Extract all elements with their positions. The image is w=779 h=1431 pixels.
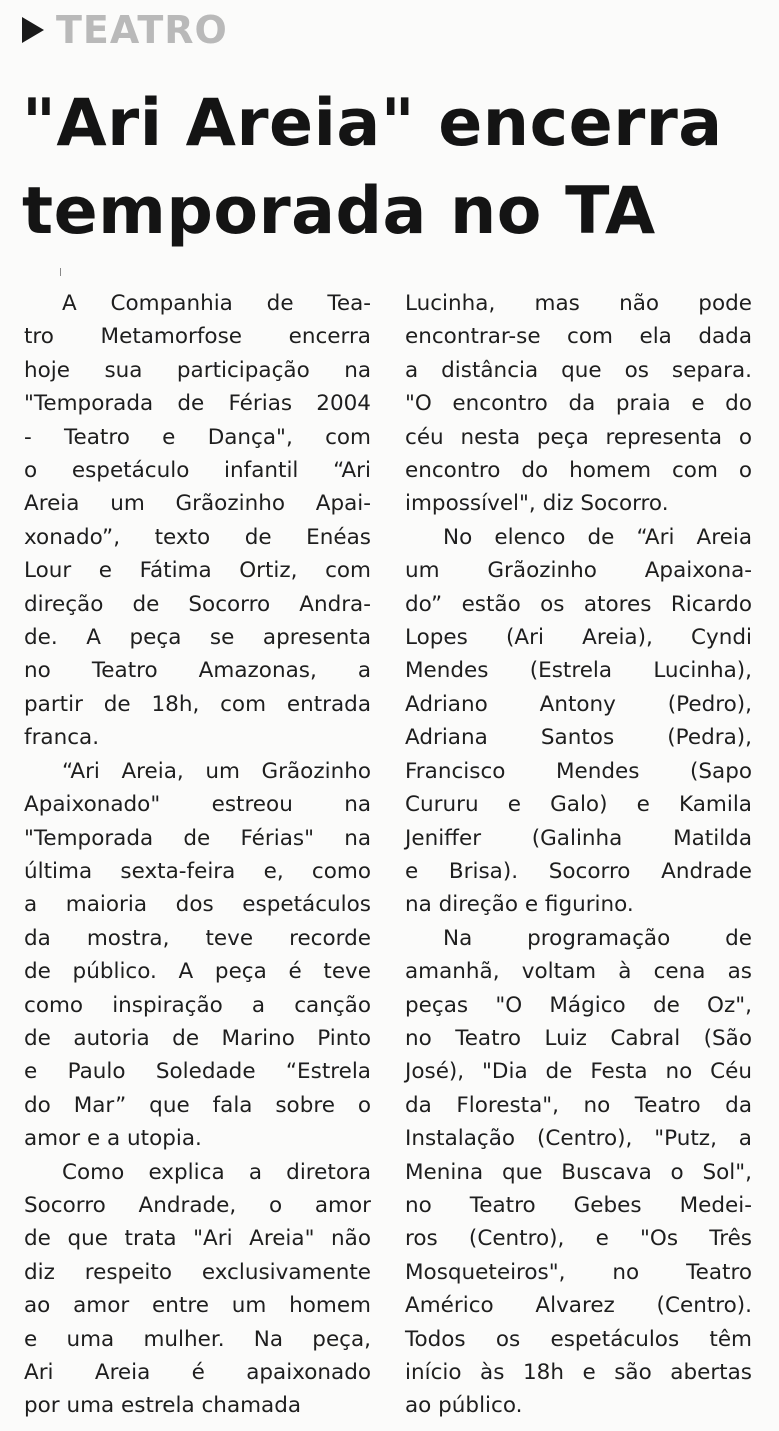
text-line: partir de 18h, com entrada — [24, 691, 371, 717]
headline — [22, 80, 767, 256]
paragraph-estreou — [24, 755, 371, 1156]
text-line: peças "O Mágico de Oz", — [405, 992, 752, 1018]
text-line: Mendes (Estrela Lucinha), — [405, 658, 752, 684]
text-line: Lopes (Ari Areia), Cyndi — [405, 625, 752, 651]
text-line: Lucinha, mas não pode — [405, 291, 752, 316]
paragraph-elenco — [405, 521, 752, 922]
paragraph-diretora — [24, 1156, 371, 1423]
text-line: “Ari Areia, um Grãozinho — [62, 758, 371, 784]
text-line: amor e a utopia. — [24, 1126, 202, 1152]
text-line: xonado”, texto de Enéas — [24, 524, 371, 550]
text-line: na direção e figurino. — [405, 892, 634, 918]
text-line: a distância que os separa. — [405, 357, 752, 383]
text-line: e uma mulher. Na peça, — [24, 1326, 371, 1352]
text-line: "O encontro da praia e do — [405, 391, 752, 417]
text-line: última sexta-feira e, como — [24, 858, 371, 884]
text-line: da mostra, teve recorde — [24, 925, 371, 951]
text-line: de autoria de Marino Pinto — [24, 1025, 371, 1051]
text-line: encontro do homem com o — [405, 458, 752, 484]
article-column-right — [405, 287, 752, 1423]
triangle-bullet-icon — [22, 17, 44, 43]
text-line: ao amor entre um homem — [24, 1293, 371, 1319]
text-line: Areia um Grãozinho Apai- — [24, 491, 371, 517]
text-line: ros (Centro), e "Os Três — [405, 1226, 752, 1252]
text-line: Lour e Fátima Ortiz, com — [24, 558, 371, 584]
text-line: encontrar-se com ela dada — [405, 324, 752, 350]
text-line: Menina que Buscava o Sol", — [405, 1159, 752, 1185]
text-line: hoje sua participação na — [24, 357, 371, 383]
text-line: Apaixonado" estreou na — [24, 792, 371, 818]
divider-mark — [60, 268, 61, 276]
text-line: impossível", diz Socorro. — [405, 491, 669, 517]
text-line: no Teatro Gebes Medei- — [405, 1192, 752, 1218]
paragraph-programacao — [405, 922, 752, 1423]
text-line: Como explica a diretora — [62, 1159, 371, 1185]
text-line: no Teatro Luiz Cabral (São — [405, 1025, 752, 1051]
headline-line-1: "Ari Areia" encerra — [22, 86, 723, 161]
text-line: Adriano Antony (Pedro), — [405, 691, 752, 717]
text-line: Jeniffer (Galinha Matilda — [405, 825, 752, 851]
text-line: o espetáculo infantil “Ari — [24, 458, 371, 484]
text-line: direção de Socorro Andra- — [24, 591, 371, 617]
text-line: de. A peça se apresenta — [24, 625, 371, 651]
text-line: amanhã, voltam à cena as — [405, 959, 752, 985]
text-line: do Mar” que fala sobre o — [24, 1092, 371, 1118]
text-line: do” estão os atores Ricardo — [405, 591, 752, 617]
text-line: tro Metamorfose encerra — [24, 324, 371, 350]
text-line: Instalação (Centro), "Putz, a — [405, 1126, 752, 1152]
text-line: como inspiração a canção — [24, 992, 371, 1018]
paragraph-companhia — [24, 287, 371, 755]
text-line: Francisco Mendes (Sapo — [405, 758, 752, 784]
text-line: céu nesta peça representa o — [405, 424, 752, 450]
text-line: da Floresta", no Teatro da — [405, 1092, 752, 1118]
text-line: A Companhia de Tea- — [62, 291, 371, 316]
article-column-left — [24, 287, 371, 1423]
text-line: Na programação de — [443, 925, 752, 951]
text-line: Américo Alvarez (Centro). — [405, 1293, 752, 1319]
text-line: Mosqueteiros", no Teatro — [405, 1259, 752, 1285]
text-line: de público. A peça é teve — [24, 959, 371, 985]
text-line: Ari Areia é apaixonado — [24, 1360, 371, 1385]
text-line: início às 18h e são abertas — [405, 1360, 752, 1385]
text-line: No elenco de “Ari Areia — [443, 524, 752, 550]
text-line: e Paulo Soledade “Estrela — [24, 1059, 371, 1085]
section-kicker — [22, 10, 228, 50]
text-line: franca. — [24, 725, 100, 751]
text-line: Cururu e Galo) e Kamila — [405, 792, 752, 818]
text-line: Adriana Santos (Pedra), — [405, 725, 752, 751]
text-line: a maioria dos espetáculos — [24, 892, 371, 918]
text-line: no Teatro Amazonas, a — [24, 658, 371, 684]
text-line: "Temporada de Férias" na — [24, 825, 371, 851]
text-line: "Temporada de Férias 2004 — [24, 391, 371, 417]
text-line: José), "Dia de Festa no Céu — [405, 1059, 752, 1085]
text-line: por uma estrela chamada — [24, 1393, 302, 1419]
text-line: e Brisa). Socorro Andrade — [405, 858, 752, 884]
text-line: - Teatro e Dança", com — [24, 424, 371, 450]
text-line: um Grãozinho Apaixona- — [405, 558, 752, 584]
paragraph-lucinha — [405, 287, 752, 521]
text-line: Socorro Andrade, o amor — [24, 1192, 371, 1218]
headline-line-2: temporada no TA — [22, 174, 656, 249]
text-line: de que trata "Ari Areia" não — [24, 1226, 371, 1252]
section-label: TEATRO — [56, 8, 228, 52]
text-line: diz respeito exclusivamente — [24, 1259, 371, 1285]
text-line: Todos os espetáculos têm — [405, 1326, 752, 1352]
text-line: ao público. — [405, 1393, 523, 1419]
